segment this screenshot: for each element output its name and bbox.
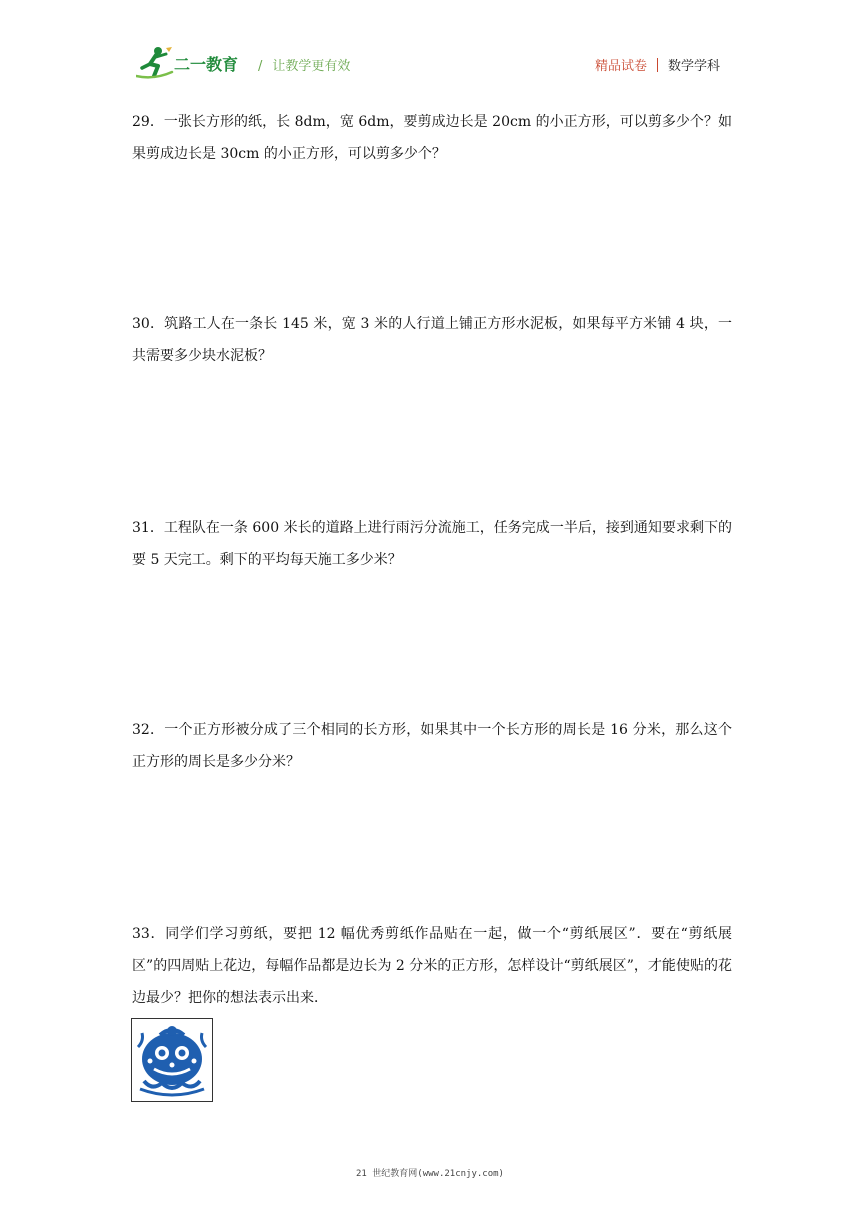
logo (136, 46, 256, 82)
badge-divider (657, 58, 658, 72)
page-header (0, 0, 860, 90)
question-number: 29． (132, 114, 164, 130)
question-text: 一个正方形被分成了三个相同的长方形，如果其中一个长方形的周长是 16 分米，那么这个正方形的周长是多少分米？ (132, 722, 732, 770)
badge-quality: 精品试卷 (594, 59, 647, 74)
slash-divider-icon: / (258, 59, 263, 74)
question-31 (132, 512, 732, 576)
question-32 (132, 714, 732, 778)
question-text: 一张长方形的纸，长 8dm，宽 6dm，要剪成边长是 20cm 的小正方形，可以剪多少个？如果剪成边长是 30cm 的小正方形，可以剪多少个？ (132, 114, 732, 162)
question-text: 同学们学习剪纸，要把 12 幅优秀剪纸作品贴在一起，做一个“剪纸展区”．要在“剪纸展区”的四周贴上花边，每幅作品都是边长为 2 分米的正方形，怎样设计“剪纸展区”，才能使贴的花边最少？把你的想法表示出来． (132, 926, 732, 1006)
question-29 (132, 106, 732, 170)
running-man-logo-icon (136, 46, 174, 80)
question-number: 30． (132, 316, 165, 332)
header-slogan (258, 55, 350, 74)
question-number: 31． (132, 520, 164, 536)
page-footer (0, 1166, 860, 1179)
papercut-fish-image (131, 1018, 213, 1102)
footer-text: 21 世纪教育网(www.21cnjy.com) (356, 1169, 504, 1179)
papercut-fish-icon (132, 1019, 212, 1101)
slogan-text: 让教学更有效 (272, 59, 351, 74)
question-number: 33． (132, 926, 166, 942)
header-badge (595, 55, 720, 74)
question-number: 32． (132, 722, 165, 738)
question-text: 筑路工人在一条长 145 米，宽 3 米的人行道上铺正方形水泥板，如果每平方米铺 4 块，一共需要多少块水泥板？ (132, 316, 732, 364)
question-text: 工程队在一条 600 米长的道路上进行雨污分流施工，任务完成一半后，接到通知要求剩下的要 5 天完工。剩下的平均每天施工多少米？ (132, 520, 732, 568)
badge-subject: 数学学科 (667, 59, 720, 74)
logo-text: 二一教育 (174, 55, 239, 74)
question-30 (132, 308, 732, 372)
question-33 (132, 918, 732, 1014)
